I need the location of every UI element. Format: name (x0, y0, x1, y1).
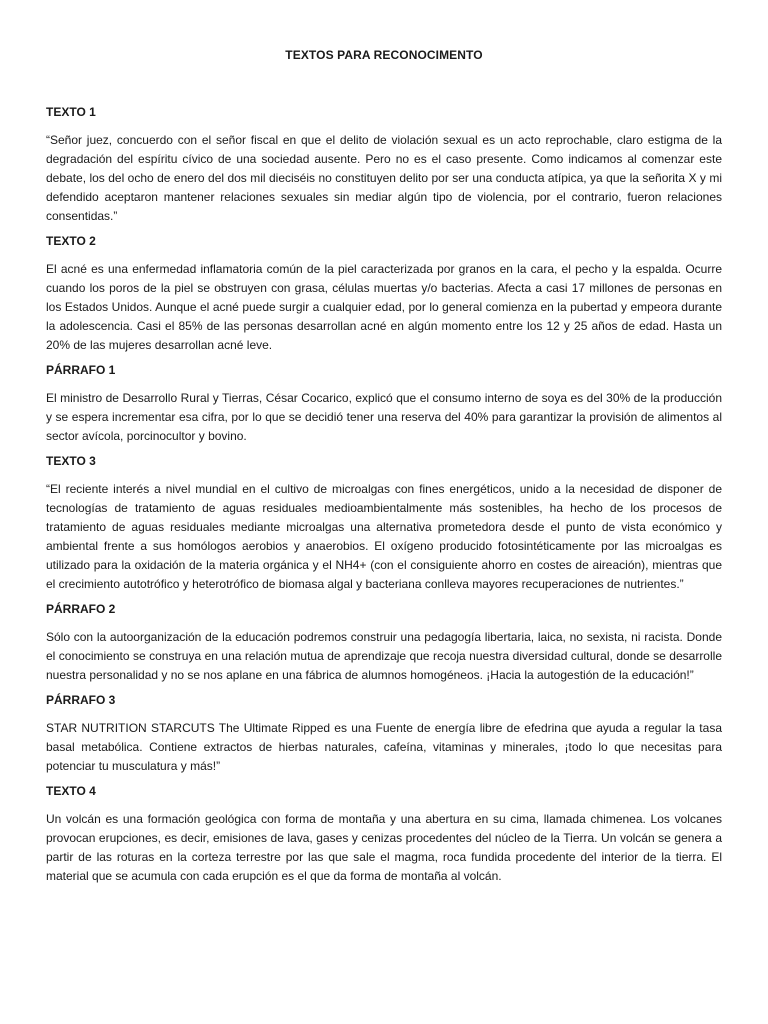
section-heading-parrafo-2: PÁRRAFO 2 (46, 602, 116, 616)
section-body-texto-3: “El reciente interés a nivel mundial en el cultivo de microalgas con fines energéticos, unido a la necesidad de disponer de tecnologías de tratamiento de aguas residuales medioambientalmente más sostenibles, ha hecho de los procesos de tratamiento de aguas residuales mediante microalgas una alternativa prometedora desde el punto de vista económico y ambiental frente a sus homólogos aerobios y anaerobios. El oxígeno producido fotosintéticamente por las microalgas es utilizado para la oxidación de la materia orgánica y el NH4+ (con el consiguiente ahorro en costes de aireación), mientras que el crecimiento autotrófico y heterotrófico de biomasa algal y bacteriana conlleva mayores recuperaciones de nutrientes.” (46, 482, 722, 591)
section-heading-texto-1: TEXTO 1 (46, 105, 96, 119)
document-title: TEXTOS PARA RECONOCIMENTO (285, 48, 483, 62)
section-heading-parrafo-1: PÁRRAFO 1 (46, 363, 116, 377)
section-body-parrafo-2: Sólo con la autoorganización de la educación podremos construir una pedagogía libertaria, laica, no sexista, ni racista. Donde el conocimiento se construya en una relación mutua de aprendizaje que recoja nuestra diversidad cultural, donde se desarrolle nuestra personalidad y no se nos aplane en una fábrica de alumnos homogéneos. ¡Hacia la autogestión de la educación!” (46, 630, 722, 682)
section-body-texto-1: “Señor juez, concuerdo con el señor fiscal en que el delito de violación sexual es un acto reprochable, claro estigma de la degradación del espíritu cívico de una sociedad ausente. Pero no es el caso presente. Como indicamos al comenzar este debate, los del ocho de enero del dos mil dieciséis no constituyen delito por ser una conducta atípica, ya que la señorita X y mi defendido aceptaron mantener relaciones sexuales sin mediar algún tipo de violencia, por el contrario, fueron relaciones consentidas.” (46, 133, 722, 223)
section-heading-texto-2: TEXTO 2 (46, 234, 96, 248)
section-body-parrafo-3: STAR NUTRITION STARCUTS The Ultimate Ripped es una Fuente de energía libre de efedrina que ayuda a regular la tasa basal metabólica. Contiene extractos de hierbas naturales, cafeína, vitaminas y minerales, ¡todo lo que necesitas para potenciar tu musculatura y más!” (46, 721, 722, 773)
section-heading-texto-3: TEXTO 3 (46, 454, 96, 468)
section-body-parrafo-1: El ministro de Desarrollo Rural y Tierras, César Cocarico, explicó que el consumo interno de soya es del 30% de la producción y se espera incrementar esa cifra, por lo que se decidió tener una reserva del 40% para garantizar la provisión de alimentos al sector avícola, porcinocultor y bovino. (46, 391, 722, 443)
section-heading-texto-4: TEXTO 4 (46, 784, 96, 798)
section-heading-parrafo-3: PÁRRAFO 3 (46, 693, 116, 707)
section-body-texto-4: Un volcán es una formación geológica con forma de montaña y una abertura en su cima, llamada chimenea. Los volcanes provocan erupciones, es decir, emisiones de lava, gases y cenizas procedentes del núcleo de la Tierra. Un volcán se genera a partir de las roturas en la corteza terrestre por las que sale el magma, roca fundida procedente del interior de la tierra. El material que se acumula con cada erupción es el que da forma de montaña al volcán. (46, 812, 722, 883)
section-body-texto-2: El acné es una enfermedad inflamatoria común de la piel caracterizada por granos en la cara, el pecho y la espalda. Ocurre cuando los poros de la piel se obstruyen con grasa, células muertas y/o bacterias. Afecta a casi 17 millones de personas en los Estados Unidos. Aunque el acné puede surgir a cualquier edad, por lo general comienza en la pubertad y empeora durante la adolescencia. Casi el 85% de las personas desarrollan acné en algún momento entre los 12 y 25 años de edad. Hasta un 20% de las mujeres desarrollan acné leve. (46, 262, 722, 352)
